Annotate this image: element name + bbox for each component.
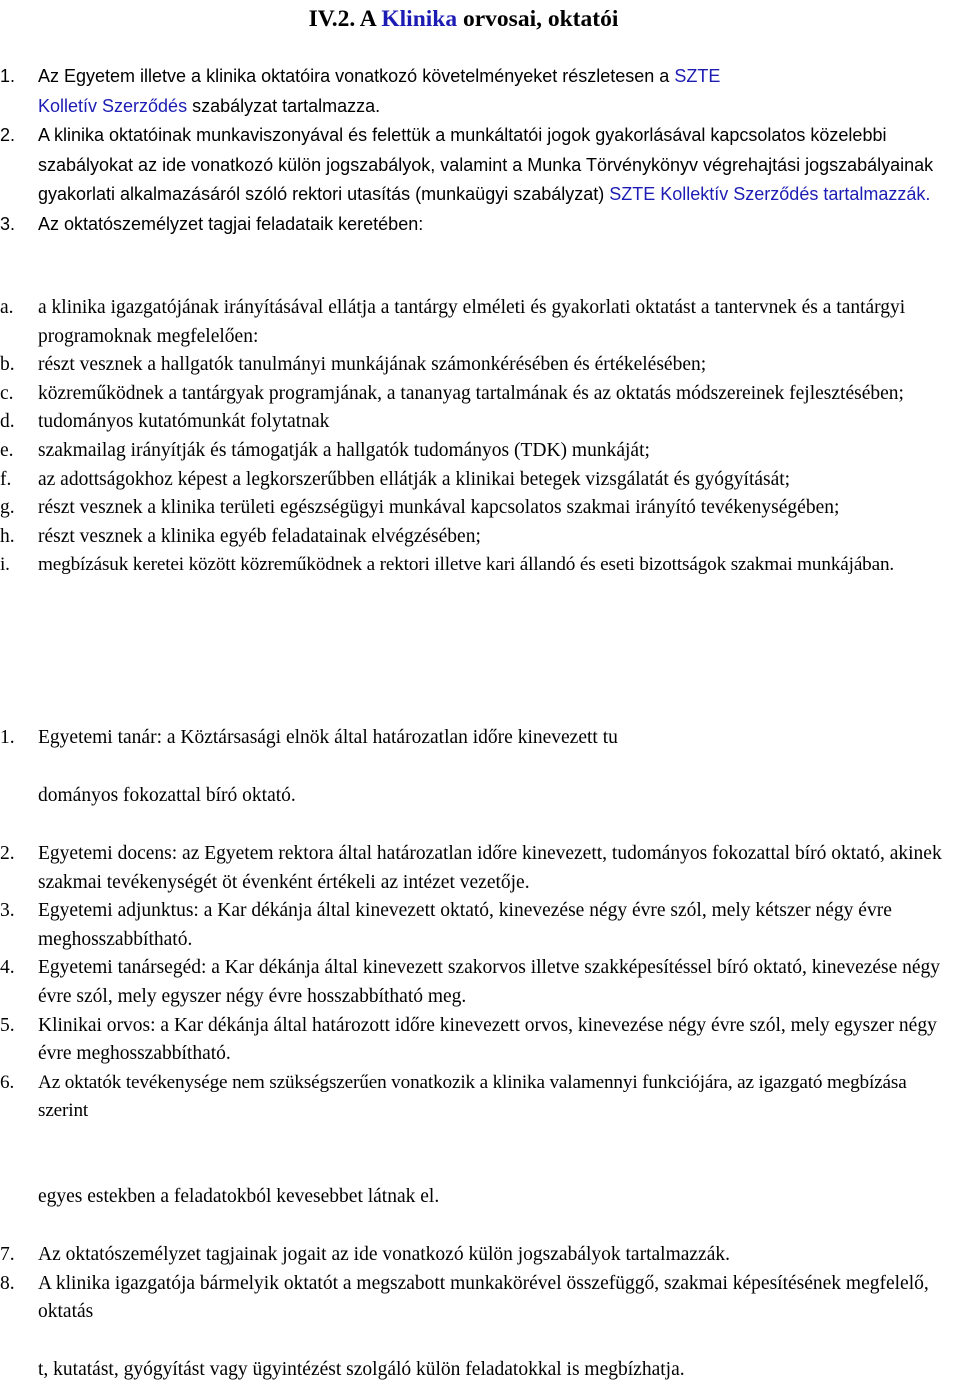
task-list — [0, 294, 960, 580]
item-letter: h. — [0, 525, 15, 547]
list-item — [0, 380, 960, 409]
list-item — [0, 1012, 960, 1069]
item-number: 2. — [0, 843, 15, 864]
list-item — [0, 351, 960, 380]
title-prefix: IV.2. A — [308, 6, 382, 32]
item-letter: f. — [0, 468, 12, 490]
title-suffix: orvosai, oktatói — [457, 6, 619, 32]
list-item — [0, 954, 960, 1011]
item-number: 3. — [0, 900, 15, 922]
item-text: Egyetemi adjunktus: a Kar dékánja által kinevezett oktató, kinevezése négy évre szól, mely kétszer négy évre meghosszabbítható. — [38, 900, 892, 950]
list-item — [0, 294, 960, 351]
position-1-line1: Egyetemi tanár: a Köztársasági elnök által határozatlan időre kinevezett tu — [38, 727, 618, 748]
list-item — [0, 1270, 960, 1327]
list-item — [0, 408, 960, 437]
list-item — [0, 897, 960, 954]
item1-text: Az Egyetem illetve a klinika oktatóira vonatkozó követelményeket részletesen a — [38, 66, 675, 86]
list-item — [0, 1069, 960, 1126]
position-1-line2: dományos fokozattal bíró oktató. — [38, 785, 296, 806]
list-item — [0, 62, 960, 121]
item-letter: b. — [0, 354, 15, 376]
item-text: Az oktatók tevékenysége nem szükségszerűen vonatkozik a klinika valamennyi funkciójára, az igazgató megbízása szerint — [38, 1071, 907, 1122]
list-item — [0, 437, 960, 466]
positions-list-2 — [0, 1241, 960, 1327]
position-8-continued — [0, 1356, 960, 1385]
list-item — [0, 494, 960, 523]
item-number: 7. — [0, 1244, 15, 1265]
position-1-continued — [0, 782, 960, 811]
list-item — [0, 1241, 960, 1270]
item-number: 2. — [0, 125, 16, 146]
item-text: Klinikai orvos: a Kar dékánja által határozott időre kinevezett orvos, kinevezése négy évre szól, mely egyszer négy évre meghosszabbítható. — [38, 1014, 937, 1065]
title-link-klinika[interactable]: Klinika — [381, 6, 458, 32]
item-text: szakmailag irányítják és támogatják a hallgatók tudományos (TDK) munkáját; — [38, 439, 650, 461]
item-number: 3. — [0, 213, 16, 234]
item-text: részt vesznek a klinika egyéb feladatainak elvégzésében; — [38, 525, 481, 547]
list-item — [0, 840, 960, 897]
szte-link[interactable]: SZTE — [674, 66, 721, 86]
item-text: az adottságokhoz képest a legkorszerűbben ellátják a klinikai betegek vizsgálatát és gyógyítását; — [38, 468, 791, 490]
item-letter: e. — [0, 439, 14, 461]
item-number: 6. — [0, 1071, 15, 1093]
item-text: Egyetemi tanársegéd: a Kar dékánja által kinevezett szakorvos illetve szakképesítéssel bíró oktató, kinevezése négy évre szól, mely egyszer négy évre hosszabbítható meg. — [38, 957, 941, 1007]
item-number: 1. — [0, 727, 15, 748]
item-number: 4. — [0, 957, 15, 979]
item-text: a klinika igazgatójának irányításával ellátja a tantárgy elméleti és gyakorlati oktatást a tantervnek és a tantárgyi programoknak megfelelően: — [38, 297, 906, 347]
position-6-cont: egyes estekben a feladatokból kevesebbet látnak el. — [38, 1186, 440, 1207]
list-item — [0, 210, 960, 240]
item-text: A klinika igazgatója bármelyik oktatót a megszabott munkakörével összefüggő, szakmai képesítésének megfelelő, oktatás — [38, 1272, 929, 1323]
item3-text: Az oktatószemélyzet tagjai feladataik keretében: — [38, 213, 424, 234]
item-number: 8. — [0, 1272, 15, 1294]
item-letter: c. — [0, 382, 14, 404]
position-8-cont: t, kutatást, gyógyítást vagy ügyintézést szolgáló külön feladatokkal is megbízhatja. — [38, 1359, 685, 1380]
item-letter: g. — [0, 497, 15, 519]
kolletiv-szerzodes-link[interactable]: Kolletív Szerződés — [38, 95, 188, 116]
item-text: közreműködnek a tantárgyak programjának, a tananyag tartalmának és az oktatás módszereinek fejlesztésében; — [38, 382, 904, 404]
item2-text: A klinika oktatóinak munkaviszonyával és felettük a munkáltatói jogok gyakorlásával kapcsolatos közelebbi szabályokat az ide vonatkozó külön jogszabályok, valamint a Munka Törvénykönyv végrehajtási jogszabályainak gyakorlati alkalmazásáról szóló rektori utasítás (munkaügyi szabályzat) — [38, 125, 934, 205]
list-item — [0, 523, 960, 552]
item-letter: a. — [0, 297, 14, 318]
list-item — [0, 466, 960, 495]
item-text: részt vesznek a klinika területi egészségügyi munkával kapcsolatos szakmai irányító tevékenységében; — [38, 497, 840, 519]
item-text: tudományos kutatómunkát folytatnak — [38, 411, 330, 433]
list-item — [0, 551, 960, 580]
szte-kollektiv-link[interactable]: SZTE Kollektív Szerződés tartalmazzák. — [609, 184, 931, 205]
section-intro — [0, 62, 960, 240]
list-item — [0, 724, 960, 753]
item-letter: d. — [0, 411, 15, 433]
item-text: részt vesznek a hallgatók tanulmányi munkájának számonkérésében és értékelésében; — [38, 354, 707, 376]
page-title — [0, 4, 927, 34]
item-letter: i. — [0, 554, 10, 576]
position-1 — [0, 724, 960, 753]
item1-line2-text: szabályzat tartalmazza. — [187, 95, 381, 116]
item-text: Az oktatószemélyzet tagjainak jogait az ide vonatkozó külön jogszabályok tartalmazzák. — [38, 1244, 730, 1265]
item-number: 1. — [0, 66, 16, 86]
item-text: Egyetemi docens: az Egyetem rektora által határozatlan időre kinevezett, tudományos fokozattal bíró oktató, akinek szakmai tevékenységét öt évenként értékeli az intézet vezetője. — [38, 843, 942, 893]
position-6-continued — [0, 1183, 960, 1212]
list-item — [0, 121, 960, 210]
positions-list — [0, 840, 960, 1126]
item-text: megbízásuk keretei között közreműködnek a rektori illetve kari állandó és eseti bizottságok szakmai munkájában. — [38, 554, 895, 576]
item-number: 5. — [0, 1014, 15, 1036]
